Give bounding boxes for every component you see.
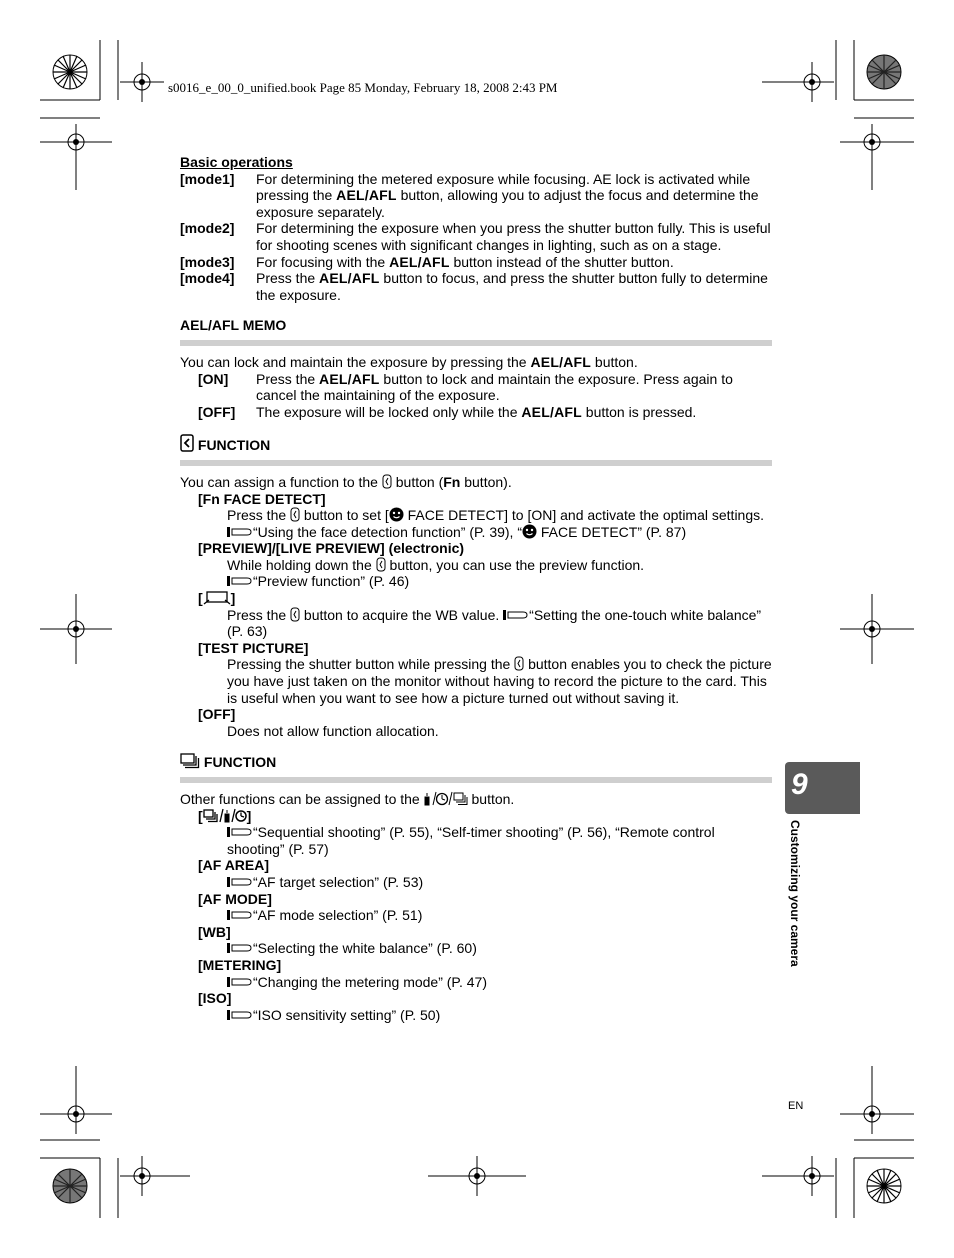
drive-option-ref [180, 874, 772, 891]
basic-operations-list [180, 171, 772, 304]
mode-description [256, 254, 772, 271]
reference-text: “Changing the metering mode” (P. 47) [253, 973, 487, 990]
memo-description [256, 404, 772, 421]
chapter-number: 9 [791, 768, 808, 801]
reference-pointer-icon [227, 575, 253, 587]
ael-afl-button-label: AEL/AFL [530, 353, 592, 370]
fn-one-touch-wb-text: Press the button to acquire the WB value. “Setting the one-touch white balance” (P. 63) [227, 606, 762, 640]
book-header: s0016_e_00_0_unified.book Page 85 Monday, February 18, 2008 2:43 PM [168, 80, 558, 95]
reference-text: “AF target selection” (P. 53) [253, 873, 424, 890]
memo-description [256, 371, 772, 404]
fn-one-touch-wb-heading: [ ] [198, 590, 236, 607]
ael-afl-button-label: AEL/AFL [319, 370, 380, 387]
language-label: EN [788, 1100, 804, 1112]
one-touch-wb-icon [203, 591, 231, 605]
drive-option-ref [180, 940, 772, 957]
reference-pointer-icon [227, 942, 253, 954]
drive-option-heading: [METERING] [198, 956, 282, 973]
mode-description [256, 220, 772, 253]
drive-intro: Other functions can be assigned to the button. [180, 791, 515, 807]
section-rule [180, 460, 772, 466]
drive-option-heading: [AF AREA] [198, 857, 270, 874]
text-run: For determining the exposure when you press the shutter button fully. This is useful for shooting scenes with significant changes in lighting, such as on a stage. [256, 220, 771, 253]
preview-function-heading [180, 434, 772, 454]
fn-preview-text: While holding down the button, you can use the preview function. [227, 556, 645, 573]
mode-key: [mode1] [180, 170, 235, 187]
memo-key: [OFF] [198, 403, 236, 420]
reference-pointer-icon [227, 826, 253, 838]
reference-pointer-icon [227, 526, 253, 538]
basic-operations-heading: Basic operations [180, 154, 293, 170]
drive-options-list [180, 857, 772, 1023]
fn-intro: You can assign a function to the button (Fn button). [180, 473, 512, 490]
drive-option-ref [180, 1007, 772, 1024]
drive-sequential-heading: [ ] [198, 807, 252, 824]
ael-afl-button-label: AEL/AFL [319, 270, 380, 287]
text-run: button, allowing you to adjust the focus and determine the exposure separately. [256, 187, 759, 220]
text-run: For focusing with the [256, 253, 390, 270]
ael-afl-button-label: AEL/AFL [336, 187, 397, 204]
drive-option-heading: [WB] [198, 923, 231, 940]
face-detect-icon [389, 507, 404, 522]
preview-button-small-icon [290, 607, 300, 622]
mode-row [180, 254, 772, 271]
mode-description [256, 171, 772, 221]
chapter-side-label [788, 820, 804, 1000]
drive-option-heading: [ISO] [198, 990, 232, 1007]
reference-pointer-icon [503, 609, 529, 621]
mode-row [180, 220, 772, 253]
mode-row [180, 270, 772, 303]
drive-option-ref [180, 974, 772, 991]
fn-preview-heading: [PREVIEW]/[LIVE PREVIEW] (electronic) [198, 540, 465, 557]
drive-button-icons [203, 808, 247, 823]
reference-text: “AF mode selection” (P. 51) [253, 907, 423, 924]
preview-button-icon [180, 434, 194, 452]
page-content [180, 154, 772, 1023]
ael-afl-button-label: AEL/AFL [521, 403, 582, 420]
text-run: For determining the metered exposure while focusing. AE lock is activated while pressing the [256, 170, 751, 204]
preview-button-small-icon [382, 474, 392, 489]
preview-button-small-icon [376, 557, 386, 572]
text-run: You can lock and maintain the exposure by pressing the [180, 353, 531, 370]
fn-button-label: Fn [443, 473, 461, 490]
memo-options-list [180, 371, 772, 421]
reference-text: “Selecting the white balance” (P. 60) [253, 940, 477, 957]
text-run: button. [591, 353, 638, 370]
sequential-shooting-icon [180, 753, 200, 769]
reference-pointer-icon [227, 1009, 253, 1021]
fn-face-detect-text: Press the button to set [ FACE DETECT] to [ON] and activate the optimal settings. [227, 507, 765, 524]
fn-face-detect-ref: “Using the face detection function” (P. 39), “ FACE DETECT” (P. 87) [180, 524, 772, 541]
drive-option-ref [180, 907, 772, 924]
fn-test-picture-heading: [TEST PICTURE] [198, 639, 309, 656]
drive-button-icons [424, 791, 468, 806]
text-run: The exposure will be locked only while the [256, 403, 522, 420]
memo-intro [180, 354, 772, 371]
mode-row [180, 171, 772, 221]
chapter-tab [785, 762, 860, 814]
preview-button-small-icon [290, 507, 300, 522]
reference-pointer-icon [227, 876, 253, 888]
mode-key: [mode4] [180, 270, 235, 287]
text-run: button instead of the shutter button. [449, 253, 674, 270]
text-run: button is pressed. [581, 403, 697, 420]
memo-key: [ON] [198, 370, 229, 387]
text-run: button to lock and maintain the exposure. Press again to cancel the maintaining of the exposure. [256, 370, 733, 404]
section-rule [180, 340, 772, 346]
reference-text: “ISO sensitivity setting” (P. 50) [253, 1006, 441, 1023]
ael-afl-memo-heading: AEL/AFL MEMO [180, 317, 287, 334]
drive-function-heading [180, 753, 772, 771]
fn-preview-ref: “Preview function” (P. 46) [180, 573, 772, 590]
drive-sequential-ref: “Sequential shooting” (P. 55), “Self-timer shooting” (P. 56), “Remote control shooting” (P. 57) [227, 824, 715, 857]
chapter-title: Customizing your camera [788, 820, 802, 967]
reference-pointer-icon [227, 976, 253, 988]
face-detect-icon [522, 524, 537, 539]
text-run: button to focus, and press the shutter button fully to determine the exposure. [256, 270, 768, 303]
fn-off-heading: [OFF] [198, 706, 236, 723]
fn-face-detect-heading: [Fn FACE DETECT] [198, 490, 326, 507]
fn-test-picture-text: Pressing the shutter button while pressing the button enables you to check the picture you have just taken on the monitor without having to record the picture to the card. This is useful when you want to see how a picture turned out without saving it. [227, 656, 772, 706]
ael-afl-button-label: AEL/AFL [389, 253, 450, 270]
text-run: Press the [256, 270, 320, 287]
mode-key: [mode2] [180, 220, 235, 237]
memo-row [180, 371, 772, 404]
function-heading-label: FUNCTION [197, 437, 271, 454]
fn-off-text: Does not allow function allocation. [227, 722, 439, 739]
function-heading-label: FUNCTION [203, 754, 277, 771]
mode-key: [mode3] [180, 253, 235, 270]
section-rule [180, 777, 772, 783]
text-run: Press the [256, 370, 320, 387]
memo-row [180, 404, 772, 421]
mode-description [256, 270, 772, 303]
reference-pointer-icon [227, 909, 253, 921]
preview-button-small-icon [514, 656, 524, 671]
drive-option-heading: [AF MODE] [198, 890, 272, 907]
